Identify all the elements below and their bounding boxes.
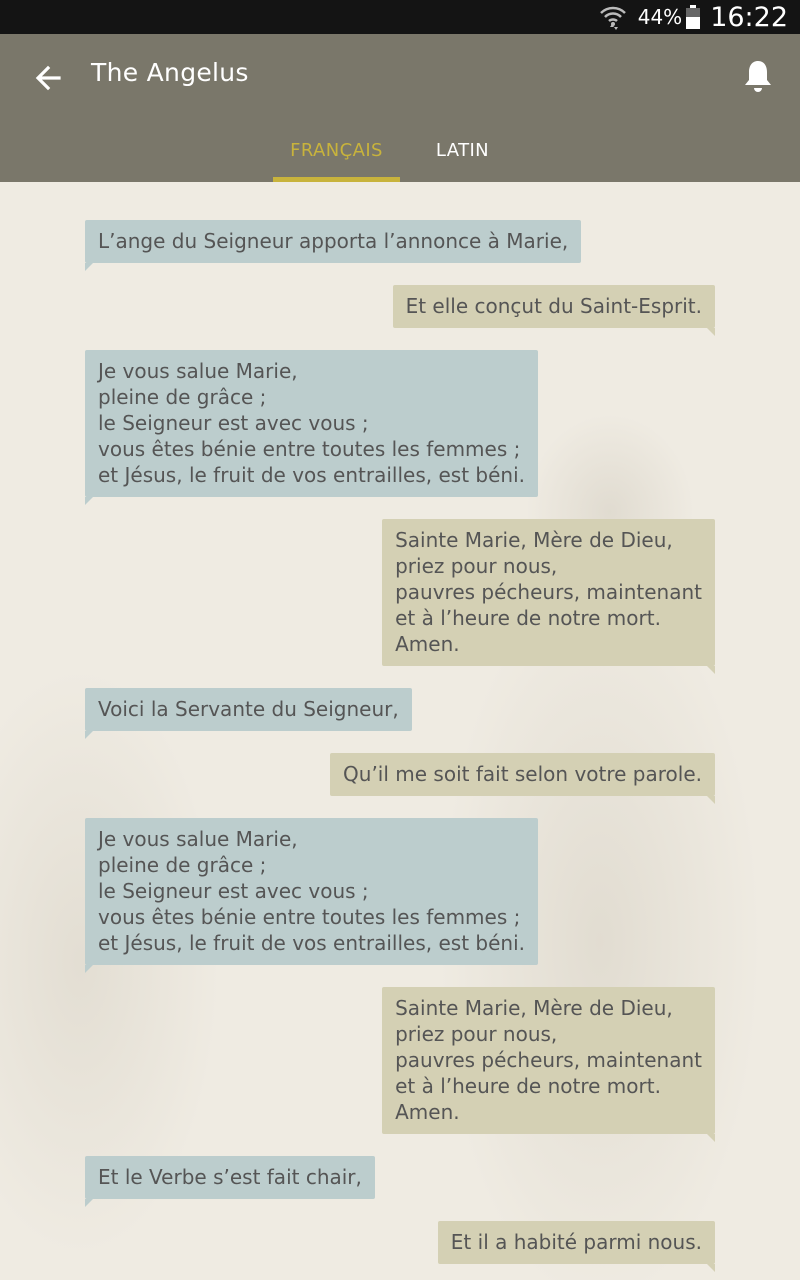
notification-button[interactable] [738,56,778,96]
prayer-bubble-versicle: Je vous salue Marie, pleine de grâce ; le Seigneur est avec vous ; vous êtes bénie entre toutes les femmes ; et Jésus, le fruit de vos entrailles, est béni. [85,818,538,965]
prayer-bubble-versicle: L’ange du Seigneur apporta l’annonce à Marie, [85,220,581,263]
tab-latin[interactable]: LATIN [435,139,490,161]
page-title: The Angelus [91,58,249,87]
app-bar [0,34,800,182]
prayer-bubble-versicle: Et le Verbe s’est fait chair, [85,1156,375,1199]
battery-percent: 44% [637,5,683,29]
prayer-bubble-response: Et il a habité parmi nous. [438,1221,715,1264]
prayer-bubble-versicle: Voici la Servante du Seigneur, [85,688,412,731]
wifi-icon [598,2,628,32]
prayer-bubble-versicle: Je vous salue Marie, pleine de grâce ; le Seigneur est avec vous ; vous êtes bénie entre toutes les femmes ; et Jésus, le fruit de vos entrailles, est béni. [85,350,538,497]
prayer-bubble-response: Sainte Marie, Mère de Dieu, priez pour nous, pauvres pécheurs, maintenant et à l’heure de notre mort. Amen. [382,519,715,666]
battery-icon [686,5,700,29]
back-button[interactable] [30,60,66,96]
status-bar [0,0,800,34]
bell-icon [742,59,774,93]
prayer-conversation[interactable] [0,182,800,1280]
prayer-bubble-response: Et elle conçut du Saint-Esprit. [393,285,715,328]
arrow-back-icon [35,65,61,91]
clock: 16:22 [710,1,788,33]
tab-francais[interactable]: FRANÇAIS [290,139,383,161]
prayer-bubble-response: Sainte Marie, Mère de Dieu, priez pour nous, pauvres pécheurs, maintenant et à l’heure de notre mort. Amen. [382,987,715,1134]
prayer-bubble-response: Qu’il me soit fait selon votre parole. [330,753,715,796]
